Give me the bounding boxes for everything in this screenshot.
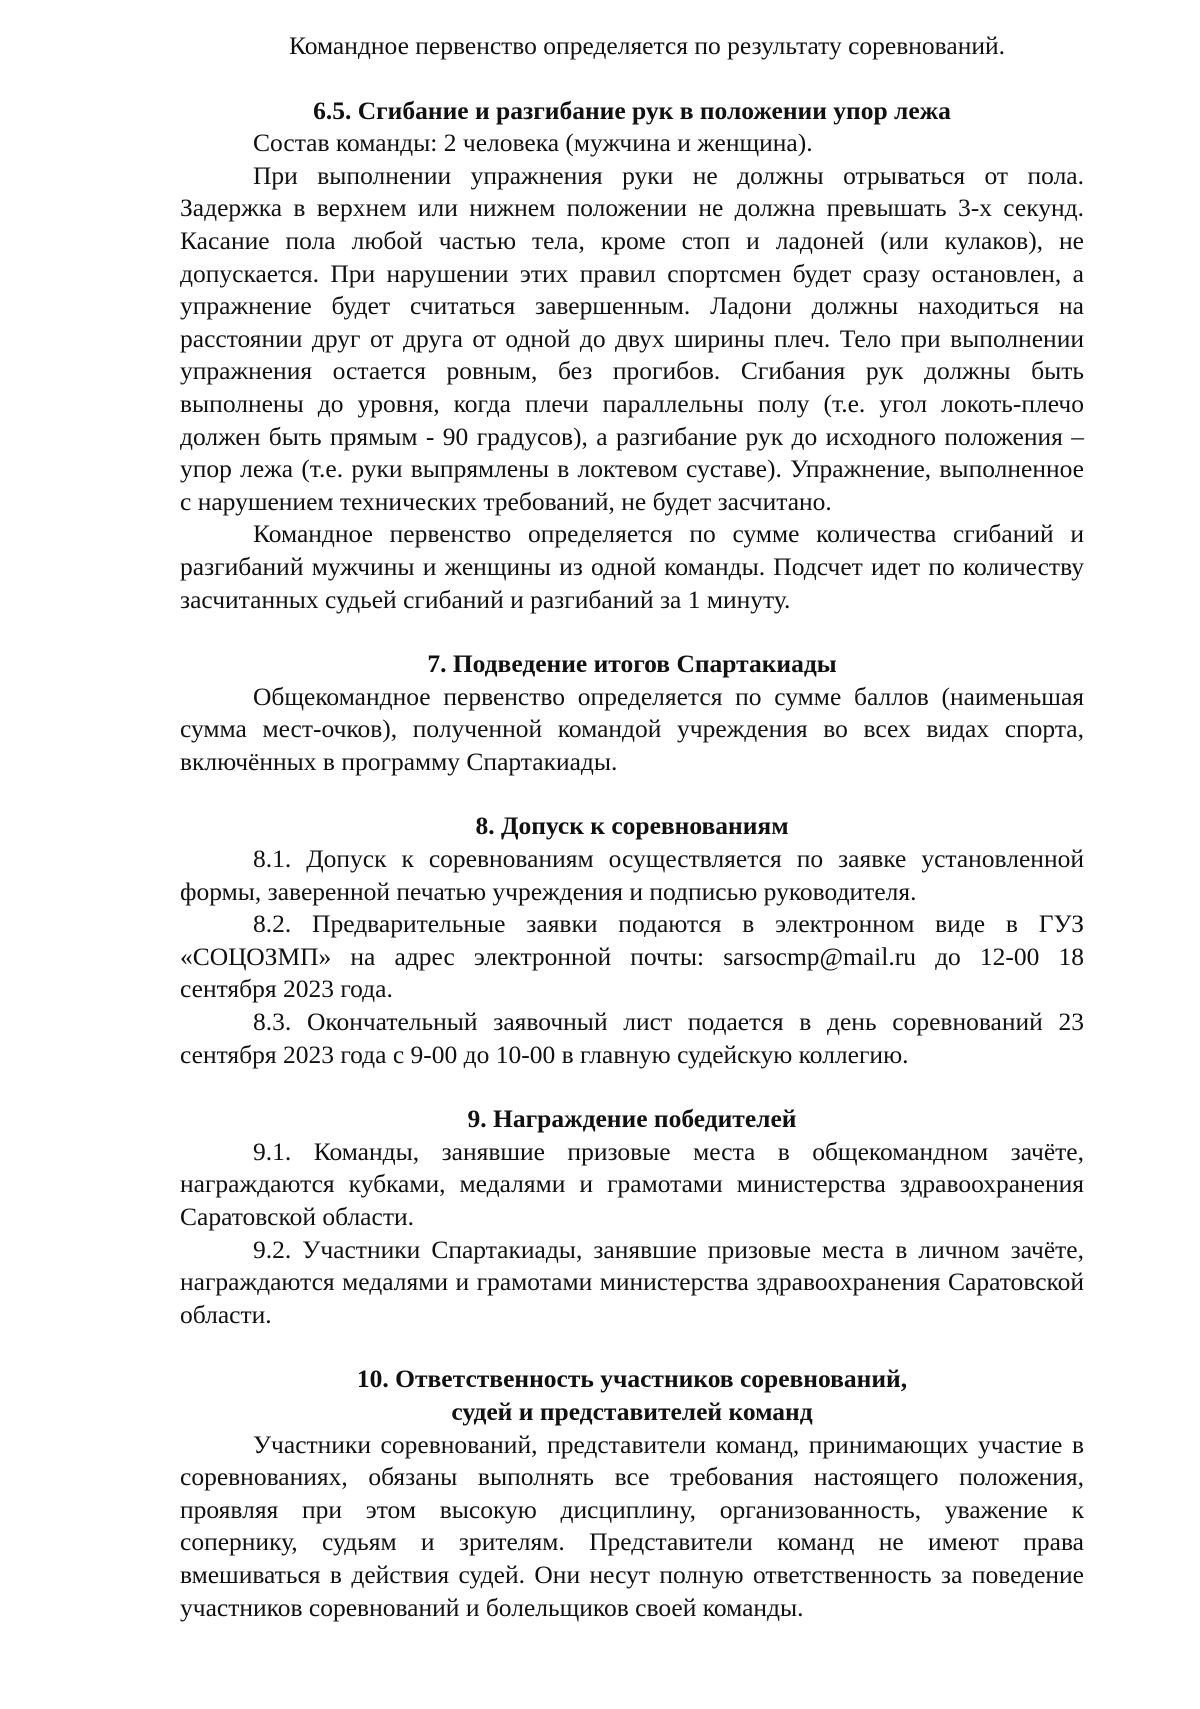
section-6-5-paragraph-3: Командное первенство определяется по сумме количества сгибаний и разгибаний мужчины и женщины из одной команды. Подсчет идет по количеству засчитанных судьей сгибаний и разгибаний за 1 минуту. (180, 519, 1084, 614)
section-8-heading: 8. Допуск к соревнованиям (475, 811, 789, 841)
section-gap (180, 63, 1084, 95)
section-6-5-paragraph-1: Состав команды: 2 человека (мужчина и женщина). (253, 128, 813, 158)
section-6-5-paragraph-2: При выполнении упражнения руки не должны отрываться от пола. Задержка в верхнем или нижнем положении не должна превышать 3-х секунд. Касание пола любой частью тела, кроме стоп и ладоней (или кулаков), не допускается. При нарушении этих правил спортсмен будет сразу остановлен, а упражнение будет считаться завершенным. Ладони должны находиться на расстоянии друг от друга от одной до двух ширины плеч. Тело при выполнении упражнения остается ровным, без прогибов. Сгибания рук должны быть выполнены до уровня, когда плечи параллельны полу (т.е. угол локоть-плечо должен быть прямым - 90 градусов), а разгибание рук до исходного положения – упор лежа (т.е. руки выпрямлены в локтевом суставе). Упражнение, выполненное с нарушением технических требований, не будет засчитано. (180, 160, 1084, 516)
section-10-heading-line-1: 10. Ответственность участников соревнований, (356, 1364, 908, 1394)
section-6-5-heading: 6.5. Сгибание и разгибание рук в положении упор лежа (313, 95, 951, 125)
section-gap (180, 1071, 1084, 1103)
section-9 (180, 1103, 1084, 1331)
section-9-paragraph-2: 9.2. Участники Спартакиады, занявшие призовые места в личном зачёте, награждаются медалями и грамотами министерства здравоохранения Саратовской области. (180, 1234, 1084, 1329)
section-7 (180, 648, 1084, 778)
section-6-5 (180, 95, 1084, 617)
section-9-heading: 9. Награждение победителей (467, 1104, 797, 1134)
section-10-paragraph-1: Участники соревнований, представители команд, принимающих участие в соревнованиях, обязаны выполнять все требования настоящего положения, проявляя при этом высокую дисциплину, организованность, уважение к сопернику, судьям и зрителям. Представители команд не имеют права вмешиваться в действия судей. Они несут полную ответственность за поведение участников соревнований и болельщиков своей команды. (180, 1429, 1084, 1622)
section-gap (180, 616, 1084, 648)
section-10-heading-line-2: судей и представителей команд (451, 1396, 813, 1426)
section-7-paragraph-1: Общекомандное первенство определяется по сумме баллов (наименьшая сумма мест-очков), полученной командой учреждения во всех видах спорта, включённых в программу Спартакиады. (180, 681, 1084, 776)
section-8-paragraph-2: 8.2. Предварительные заявки подаются в электронном виде в ГУЗ «СОЦОЗМП» на адрес электронной почты: sarsocmp@mail.ru до 12-00 18 сентября 2023 года. (180, 909, 1084, 1004)
section-8 (180, 810, 1084, 1071)
section-10 (180, 1363, 1084, 1624)
section-8-paragraph-1: 8.1. Допуск к соревнованиям осуществляется по заявке установленной формы, заверенной печатью учреждения и подписью руководителя. (180, 844, 1084, 906)
intro-paragraph: Командное первенство определяется по результату соревнований. (288, 31, 1006, 60)
section-9-paragraph-1: 9.1. Команды, занявшие призовые места в общекомандном зачёте, награждаются кубками, медалями и грамотами министерства здравоохранения Саратовской области. (180, 1136, 1084, 1231)
section-gap (180, 1331, 1084, 1363)
section-8-paragraph-3: 8.3. Окончательный заявочный лист подается в день соревнований 23 сентября 2023 года с 9-00 до 10-00 в главную судейскую коллегию. (180, 1007, 1084, 1069)
section-7-heading: 7. Подведение итогов Спартакиады (427, 649, 837, 679)
section-gap (180, 778, 1084, 810)
